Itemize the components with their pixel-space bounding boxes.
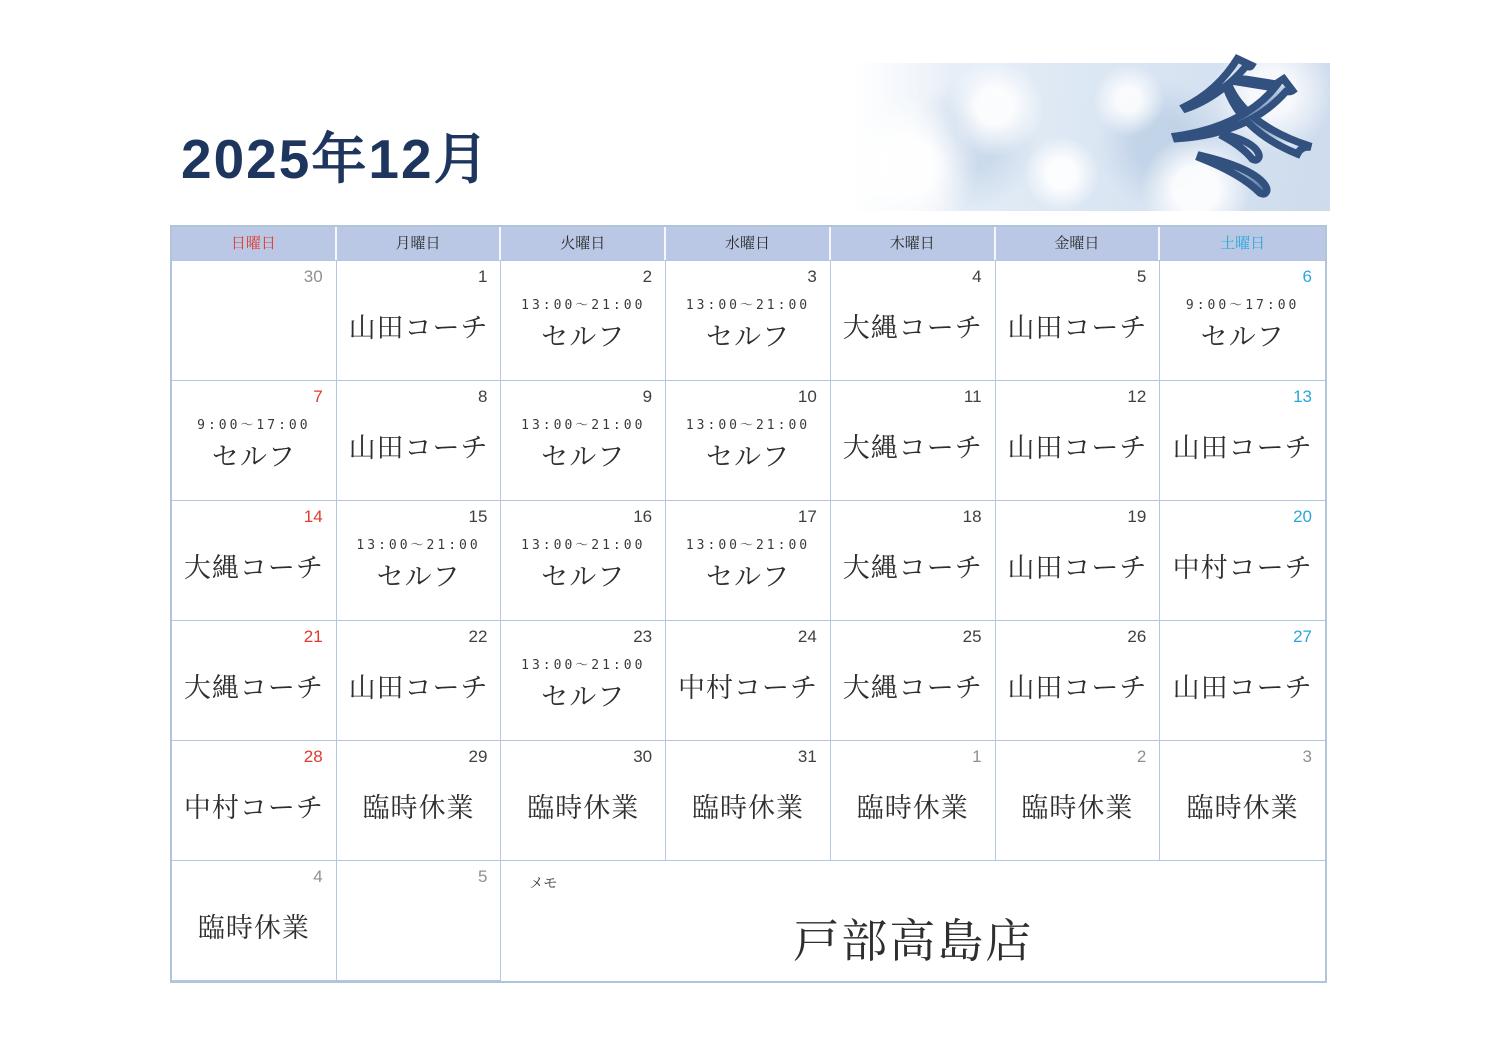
calendar-cell: [172, 261, 337, 381]
calendar-cell: [172, 381, 337, 501]
calendar-cell: [501, 501, 666, 621]
calendar-cell: [172, 741, 337, 861]
day-number: 12: [1127, 387, 1147, 406]
day-number: 14: [303, 507, 323, 526]
cell-content: [172, 381, 336, 474]
weekday-header-wednesday: 水曜日: [666, 227, 831, 260]
calendar-cell: [666, 741, 831, 861]
day-number: 24: [797, 627, 817, 646]
cell-content: [666, 261, 830, 354]
calendar-cell: [337, 381, 502, 501]
calendar-cell: [996, 621, 1161, 741]
day-number: 27: [1293, 627, 1312, 646]
staff-label: 山田コーチ: [1007, 313, 1148, 343]
day-number: 1: [972, 747, 982, 766]
staff-label: 大縄コーチ: [183, 553, 324, 583]
staff-label: 大縄コーチ: [842, 433, 983, 463]
day-number: 9: [642, 387, 653, 406]
time-range: 13:00～21:00: [521, 538, 646, 553]
time-range: 9:00～17:00: [197, 418, 311, 433]
staff-label: セルフ: [376, 562, 461, 592]
calendar-cell: [1160, 621, 1325, 741]
day-number: 30: [633, 747, 653, 766]
calendar-cell: [1160, 381, 1325, 501]
calendar-cell: [831, 501, 996, 621]
calendar-cell: [501, 381, 666, 501]
memo-cell: [501, 861, 1325, 981]
staff-label: セルフ: [541, 562, 626, 592]
page-title: 2025年12月: [181, 128, 491, 190]
staff-label: セルフ: [541, 682, 626, 712]
staff-label: 臨時休業: [1186, 793, 1299, 823]
cell-content: [337, 381, 501, 465]
cell-content: [996, 261, 1160, 345]
calendar-cell: [831, 261, 996, 381]
staff-label: 臨時休業: [527, 793, 640, 823]
calendar-cell: [337, 741, 502, 861]
day-number: 21: [303, 627, 323, 646]
staff-label: 山田コーチ: [1172, 433, 1313, 463]
calendar-cell: [172, 501, 337, 621]
weekday-header-sunday: 日曜日: [172, 227, 337, 260]
staff-label: セルフ: [541, 442, 626, 472]
day-number: 15: [468, 507, 488, 526]
day-number: 3: [807, 267, 817, 286]
weekday-header-friday: 金曜日: [996, 227, 1161, 260]
day-number: 1: [477, 267, 488, 286]
time-range: 13:00～21:00: [356, 538, 481, 553]
calendar-cell: [337, 501, 502, 621]
day-number: 25: [962, 627, 982, 646]
calendar-cell: [1160, 261, 1325, 381]
staff-label: 臨時休業: [691, 793, 804, 823]
calendar-cell: [172, 621, 337, 741]
staff-label: 山田コーチ: [1007, 553, 1148, 583]
cell-content: [831, 261, 995, 345]
calendar-cell: [501, 261, 666, 381]
cell-content: [501, 381, 665, 474]
day-number: 10: [797, 387, 817, 406]
time-range: 13:00～21:00: [685, 418, 811, 433]
calendar-cell: [666, 261, 831, 381]
calendar-cell: [337, 261, 502, 381]
calendar-cell: [996, 741, 1161, 861]
calendar-cell: [996, 381, 1161, 501]
day-number: 30: [303, 267, 323, 286]
day-number: 20: [1293, 507, 1312, 526]
staff-label: 山田コーチ: [1172, 673, 1313, 703]
staff-label: 中村コーチ: [1172, 553, 1313, 583]
winter-banner-image: [851, 42, 1330, 219]
calendar-cell: [831, 621, 996, 741]
calendar-cell: [1160, 501, 1325, 621]
time-range: 13:00～21:00: [685, 298, 811, 313]
staff-label: 大縄コーチ: [842, 313, 983, 343]
weekday-header-tuesday: 火曜日: [501, 227, 666, 260]
day-number: 4: [972, 267, 982, 286]
day-number: 5: [477, 867, 488, 886]
weekday-header-saturday: 土曜日: [1220, 235, 1266, 252]
day-number: 17: [797, 507, 817, 526]
cell-content: [831, 741, 995, 825]
staff-label: セルフ: [705, 442, 790, 472]
staff-label: 大縄コーチ: [183, 673, 324, 703]
weekday-header-monday: 月曜日: [337, 227, 502, 260]
cell-content: [996, 741, 1160, 825]
staff-label: 山田コーチ: [1007, 433, 1148, 463]
staff-label: 臨時休業: [1021, 793, 1134, 823]
staff-label: 臨時休業: [856, 793, 969, 823]
calendar-cell: [337, 621, 502, 741]
staff-label: 山田コーチ: [348, 673, 489, 703]
calendar-cell: [501, 621, 666, 741]
staff-label: 中村コーチ: [677, 673, 818, 703]
day-number: 2: [642, 267, 653, 286]
day-number: 11: [963, 387, 982, 406]
calendar-cell: [996, 501, 1161, 621]
day-number: 7: [313, 387, 323, 406]
staff-label: セルフ: [1200, 322, 1285, 352]
time-range: 13:00～21:00: [521, 418, 646, 433]
staff-label: 大縄コーチ: [842, 553, 983, 583]
staff-label: 大縄コーチ: [842, 673, 983, 703]
cell-content: [337, 261, 501, 345]
day-number: 6: [1302, 267, 1312, 286]
cell-content: [337, 861, 501, 904]
day-number: 26: [1127, 627, 1147, 646]
staff-label: 中村コーチ: [183, 793, 324, 823]
day-number: 8: [477, 387, 488, 406]
cell-content: [501, 261, 665, 354]
calendar-body: [172, 261, 1325, 981]
day-number: 23: [633, 627, 653, 646]
staff-label: 山田コーチ: [1007, 673, 1148, 703]
time-range: 13:00～21:00: [521, 658, 646, 673]
calendar-cell: [996, 261, 1161, 381]
staff-label: セルフ: [705, 322, 790, 352]
calendar-cell: [501, 741, 666, 861]
weekday-header-thursday: 木曜日: [831, 227, 996, 260]
day-number: 2: [1136, 747, 1147, 766]
calendar-cell: [831, 741, 996, 861]
calendar-cell: [1160, 741, 1325, 861]
cell-content: [1160, 741, 1325, 825]
staff-label: セルフ: [705, 562, 790, 592]
day-number: 22: [468, 627, 488, 646]
calendar-cell: [172, 861, 337, 981]
staff-label: 臨時休業: [362, 793, 475, 823]
memo-label: メモ: [529, 876, 558, 892]
calendar-cell: [666, 501, 831, 621]
calendar-cell: [337, 861, 502, 981]
time-range: 13:00～21:00: [521, 298, 646, 313]
day-number: 29: [468, 747, 488, 766]
staff-label: 臨時休業: [197, 913, 310, 943]
staff-label: セルフ: [541, 322, 626, 352]
day-number: 31: [797, 747, 817, 766]
weekday-header-row: [172, 227, 1325, 261]
cell-content: [1160, 261, 1325, 354]
day-number: 19: [1127, 507, 1147, 526]
calendar-cell: [666, 621, 831, 741]
staff-label: 山田コーチ: [348, 433, 489, 463]
day-number: 28: [303, 747, 323, 766]
day-number: 13: [1293, 387, 1312, 406]
calendar-table: [170, 225, 1327, 983]
time-range: 9:00～17:00: [1185, 298, 1300, 313]
winter-kanji: 冬: [1160, 42, 1324, 219]
day-number: 18: [962, 507, 982, 526]
day-number: 16: [633, 507, 653, 526]
staff-label: 山田コーチ: [348, 313, 489, 343]
day-number: 5: [1136, 267, 1147, 286]
day-number: 3: [1302, 747, 1312, 766]
calendar-cell: [831, 381, 996, 501]
calendar-cell: [666, 381, 831, 501]
day-number: 4: [313, 867, 323, 886]
cell-content: [172, 861, 336, 945]
time-range: 13:00～21:00: [685, 538, 811, 553]
store-name: 戸部高島店: [793, 915, 1034, 967]
staff-label: セルフ: [211, 442, 296, 472]
